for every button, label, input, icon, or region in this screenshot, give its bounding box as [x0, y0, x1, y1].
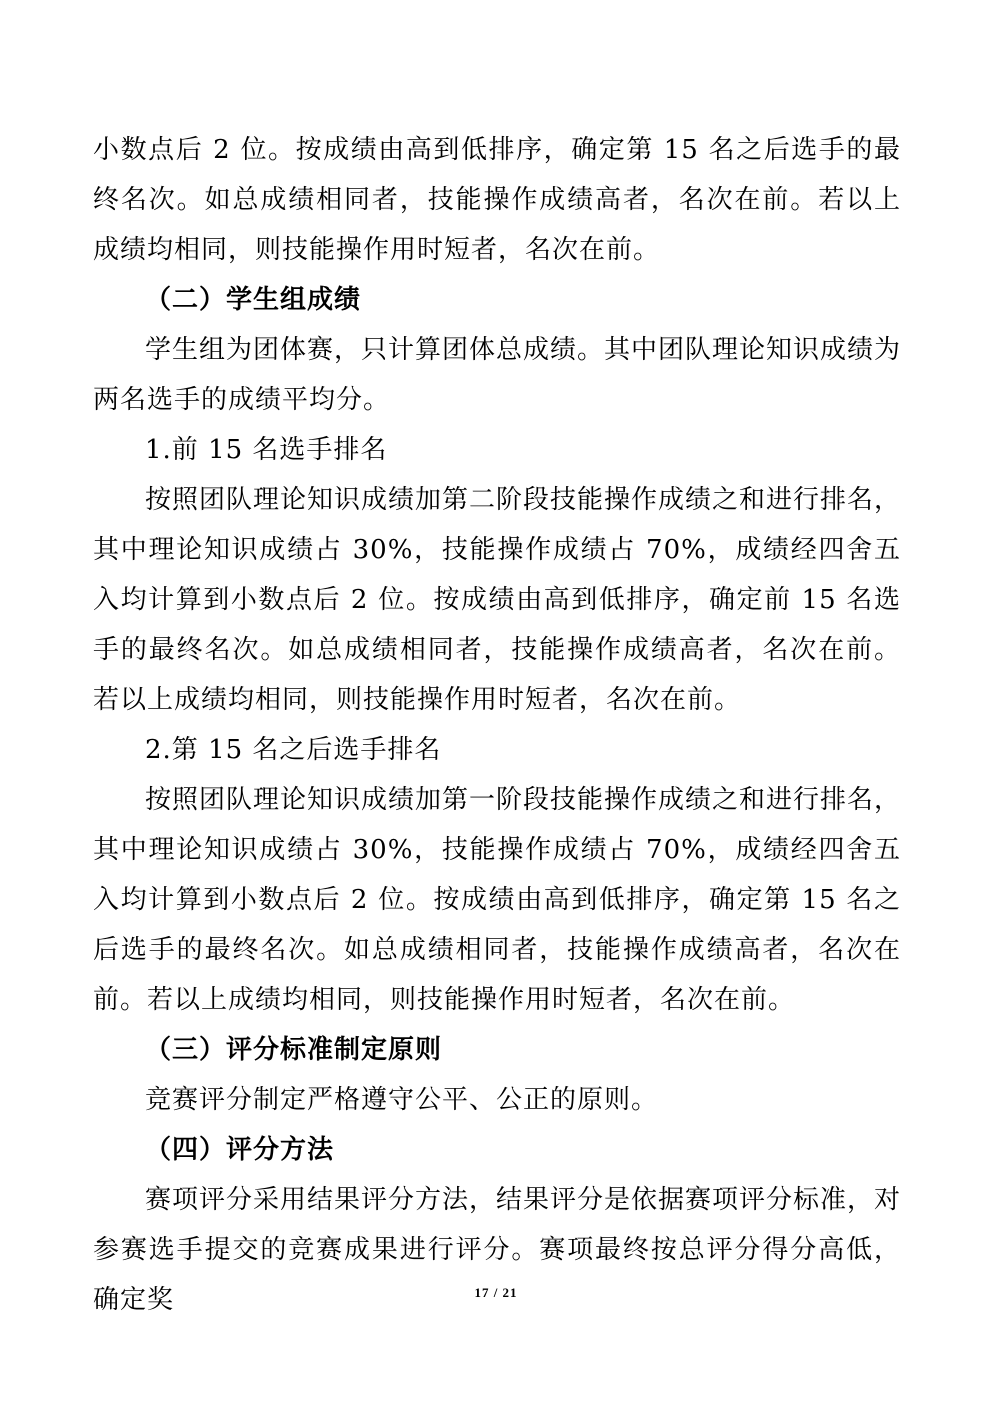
subheading-top-15-ranking: 1.前 15 名选手排名 — [145, 435, 388, 465]
page-number: 17 / 21 — [474, 1285, 518, 1300]
paragraph-continued: 小数点后 2 位。按成绩由高到低排序，确定第 15 名之后选手的最终名次。如总成绩相同者，技能操作成绩高者，名次在前。若以上成绩均相同，则技能操作用时短者，名次在前。 — [93, 135, 901, 265]
paragraph-scoring-principles: 竞赛评分制定严格遵守公平、公正的原则。 — [145, 1085, 659, 1115]
paragraph-student-team: 学生组为团体赛，只计算团体总成绩。其中团队理论知识成绩为两名选手的成绩平均分。 — [93, 335, 902, 415]
paragraph-after-15-ranking: 按照团队理论知识成绩加第一阶段技能操作成绩之和进行排名，其中理论知识成绩占 30%，技能操作成绩占 70%，成绩经四舍五入均计算到小数点后 2 位。按成绩由高到低排序，确定第 15 名之后选手的最终名次。如总成绩相同者，技能操作成绩高者，名次在前。若以上成绩均相同，则技能操作用时短者，名次在前。 — [93, 785, 902, 1015]
paragraph-top-15-ranking: 按照团队理论知识成绩加第二阶段技能操作成绩之和进行排名，其中理论知识成绩占 30%，技能操作成绩占 70%，成绩经四舍五入均计算到小数点后 2 位。按成绩由高到低排序，确定前 15 名选手的最终名次。如总成绩相同者，技能操作成绩高者，名次在前。若以上成绩均相同，则技能操作用时短者，名次在前。 — [93, 485, 902, 715]
section-heading-scoring-principles: （三）评分标准制定原则 — [145, 1035, 443, 1065]
section-heading-student-scores: （二）学生组成绩 — [145, 285, 362, 315]
paragraph-scoring-method: 赛项评分采用结果评分方法，结果评分是依据赛项评分标准，对参赛选手提交的竞赛成果进行评分。赛项最终按总评分得分高低，确定奖 — [93, 1185, 902, 1315]
document-body — [93, 125, 901, 1325]
section-heading-scoring-method: （四）评分方法 — [145, 1135, 335, 1165]
subheading-after-15-ranking: 2.第 15 名之后选手排名 — [145, 735, 442, 765]
